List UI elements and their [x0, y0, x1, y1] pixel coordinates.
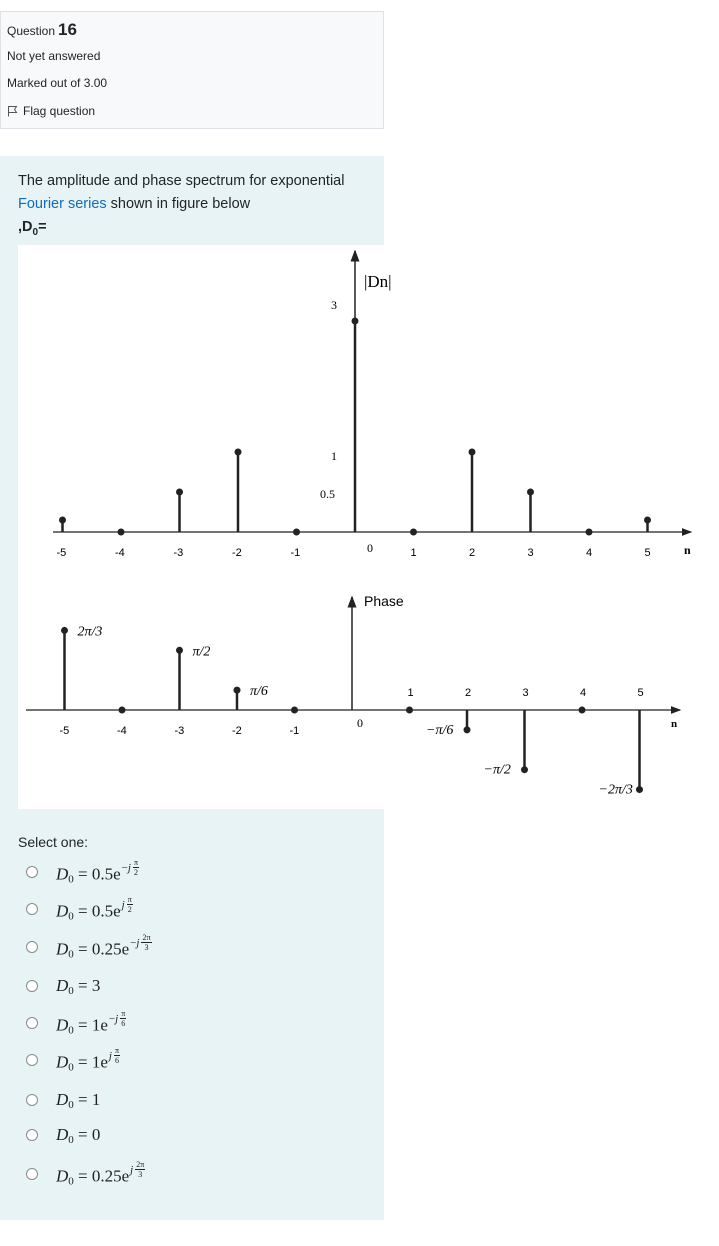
phase-stem-head: [234, 687, 241, 694]
amplitude-stem-head: [59, 517, 66, 524]
answer-option[interactable]: [26, 932, 152, 962]
phase-value-label: −2π/3: [598, 782, 633, 798]
amp-xtick-label: -2: [232, 547, 242, 559]
phase-stem-head: [291, 707, 298, 714]
amp-xtick-label: -4: [115, 547, 125, 559]
amplitude-stem-head: [469, 449, 476, 456]
question-text-part1: The amplitude and phase spectrum for exponential: [18, 173, 345, 189]
phase-stem-head: [406, 707, 413, 714]
radio-button[interactable]: [26, 903, 38, 915]
prompt-sub: 0: [32, 226, 39, 238]
amplitude-stem: [235, 449, 242, 533]
answer-status: Not yet answered: [7, 49, 101, 63]
phase-stem: [176, 647, 183, 710]
amplitude-stem-head: [644, 517, 651, 524]
phase-stem: [406, 707, 413, 714]
amp-xtick-label-origin: 0: [367, 541, 373, 555]
question-prompt: [18, 219, 47, 238]
phase-title: Phase: [364, 593, 404, 609]
radio-button[interactable]: [26, 1129, 38, 1141]
option-equation: $D_0 = 1$: [56, 1089, 101, 1111]
question-number: [7, 20, 77, 40]
amplitude-stem: [352, 318, 359, 533]
phase-stem: [291, 707, 298, 714]
phase-xtick-label: -3: [174, 725, 185, 737]
phase-stem: [464, 710, 471, 733]
amp-ytick-0-5: 0.5: [320, 487, 335, 501]
amp-xtick-label: 5: [644, 547, 651, 559]
radio-button[interactable]: [26, 1168, 38, 1180]
radio-button[interactable]: [26, 980, 38, 992]
amp-xtick-label: 2: [469, 547, 476, 559]
answer-option[interactable]: [26, 894, 133, 924]
radio-button[interactable]: [26, 941, 38, 953]
option-equation: $D_0 = 0.5e-$ j $\frac{\pi}{2}$: [56, 858, 138, 886]
option-equation: $D_0 = 0.5e$ j $\frac{\pi}{2}$: [56, 895, 132, 923]
phase-stem: [579, 707, 586, 714]
phase-xtick-label: 3: [522, 687, 529, 699]
prompt-prefix: ,D: [18, 219, 33, 235]
amplitude-stem-head: [118, 529, 125, 536]
phase-value-label: π/2: [192, 644, 211, 660]
answer-option[interactable]: [26, 1159, 145, 1189]
amp-ytick-3: 3: [331, 298, 337, 312]
phase-spectrum-chart: [18, 569, 698, 809]
phase-stem-head: [61, 627, 68, 634]
radio-button[interactable]: [26, 866, 38, 878]
question-text-part2: shown in figure below: [106, 196, 251, 212]
amp-xtick-label: -3: [173, 547, 184, 559]
phase-stem-head: [464, 726, 471, 733]
amplitude-stem-head: [586, 529, 593, 536]
fourier-series-link[interactable]: Fourier series: [18, 196, 107, 212]
phase-origin-label: 0: [357, 716, 363, 730]
flag-question-label: Flag question: [23, 104, 96, 118]
phase-xtick-label: -5: [59, 725, 70, 737]
phase-stem: [61, 627, 68, 710]
prompt-suffix: =: [38, 219, 47, 235]
amplitude-stem: [644, 517, 651, 533]
radio-button[interactable]: [26, 1054, 38, 1066]
amplitude-stem: [410, 529, 417, 536]
phase-stem: [636, 710, 643, 793]
question-info-panel: [0, 11, 384, 129]
amp-ytick-1: 1: [331, 449, 337, 463]
amp-xtick-label: 4: [586, 547, 593, 559]
question-text: [18, 170, 368, 244]
amp-xtick-label: -5: [56, 547, 67, 559]
phase-xtick-label: 5: [637, 687, 644, 699]
phase-value-label: −π/2: [483, 762, 511, 778]
phase-xtick-label: -1: [289, 725, 300, 737]
answer-option[interactable]: [26, 857, 139, 887]
radio-button[interactable]: [26, 1017, 38, 1029]
amplitude-title-text: |Dn|: [364, 272, 392, 291]
select-one-label: Select one:: [18, 834, 89, 850]
phase-stem: [234, 687, 241, 710]
amp-xtick-label: 1: [410, 547, 417, 559]
phase-stem: [119, 707, 126, 714]
amp-xlabel-n: n: [684, 543, 691, 557]
option-equation: $D_0 = 3$: [56, 975, 101, 997]
amplitude-stem-head: [352, 318, 359, 325]
amplitude-stem: [59, 517, 66, 533]
option-equation: $D_0 = 0$: [56, 1124, 101, 1146]
flag-icon: [7, 105, 18, 117]
amplitude-stem-head: [293, 529, 300, 536]
answer-option[interactable]: [26, 1045, 120, 1075]
flag-question-link[interactable]: [7, 104, 95, 118]
amp-xtick-label: -1: [290, 547, 301, 559]
phase-stem-head: [176, 647, 183, 654]
marks-info: Marked out of 3.00: [7, 76, 108, 90]
question-label: Question: [7, 24, 56, 38]
phase-stem: [521, 710, 528, 773]
option-equation: $D_0 = 1e$ j $\frac{\pi}{6}$: [56, 1046, 120, 1074]
phase-value-label: π/6: [250, 684, 268, 700]
answer-option[interactable]: [26, 1085, 100, 1115]
question-number-value: 16: [58, 20, 77, 39]
phase-stem-head: [579, 707, 586, 714]
amplitude-stem-head: [235, 449, 242, 456]
phase-xlabel-n: n: [671, 718, 678, 730]
amp-xtick-label: 3: [527, 547, 534, 559]
phase-xtick-label: 2: [465, 687, 472, 699]
amplitude-stem-head: [527, 489, 534, 496]
amplitude-stem: [527, 489, 534, 533]
answer-option[interactable]: [26, 971, 100, 1001]
answer-option[interactable]: [26, 1008, 126, 1038]
phase-stem-head: [521, 766, 528, 773]
amplitude-stem-head: [176, 489, 183, 496]
phase-xtick-label: -2: [232, 725, 242, 737]
option-equation: $D_0 = 1e-$ j $\frac{\pi}{6}$: [56, 1009, 126, 1037]
spectrum-figure: [18, 245, 698, 809]
amplitude-stem: [586, 529, 593, 536]
amplitude-spectrum-chart: [18, 245, 698, 560]
radio-button[interactable]: [26, 1094, 38, 1106]
phase-stem-head: [636, 786, 643, 793]
amplitude-stem: [118, 529, 125, 536]
amplitude-stem: [293, 529, 300, 536]
answer-option[interactable]: [26, 1120, 100, 1150]
phase-value-label: 2π/3: [77, 624, 103, 640]
phase-value-label: −π/6: [426, 722, 454, 738]
option-equation: $D_0 = 0.25e$ j $\frac{2\pi}{3}$: [56, 1160, 145, 1188]
phase-xtick-label: 1: [407, 687, 414, 699]
amplitude-stem: [469, 449, 476, 533]
phase-xtick-label: 4: [580, 687, 587, 699]
question-content: [0, 156, 691, 1220]
phase-xtick-label: -4: [117, 725, 127, 737]
amplitude-stem-head: [410, 529, 417, 536]
amplitude-title: [364, 272, 392, 291]
phase-stem-head: [119, 707, 126, 714]
option-equation: $D_0 = 0.25e-$ j $\frac{2\pi}{3}$: [56, 933, 151, 961]
amplitude-stem: [176, 489, 183, 533]
